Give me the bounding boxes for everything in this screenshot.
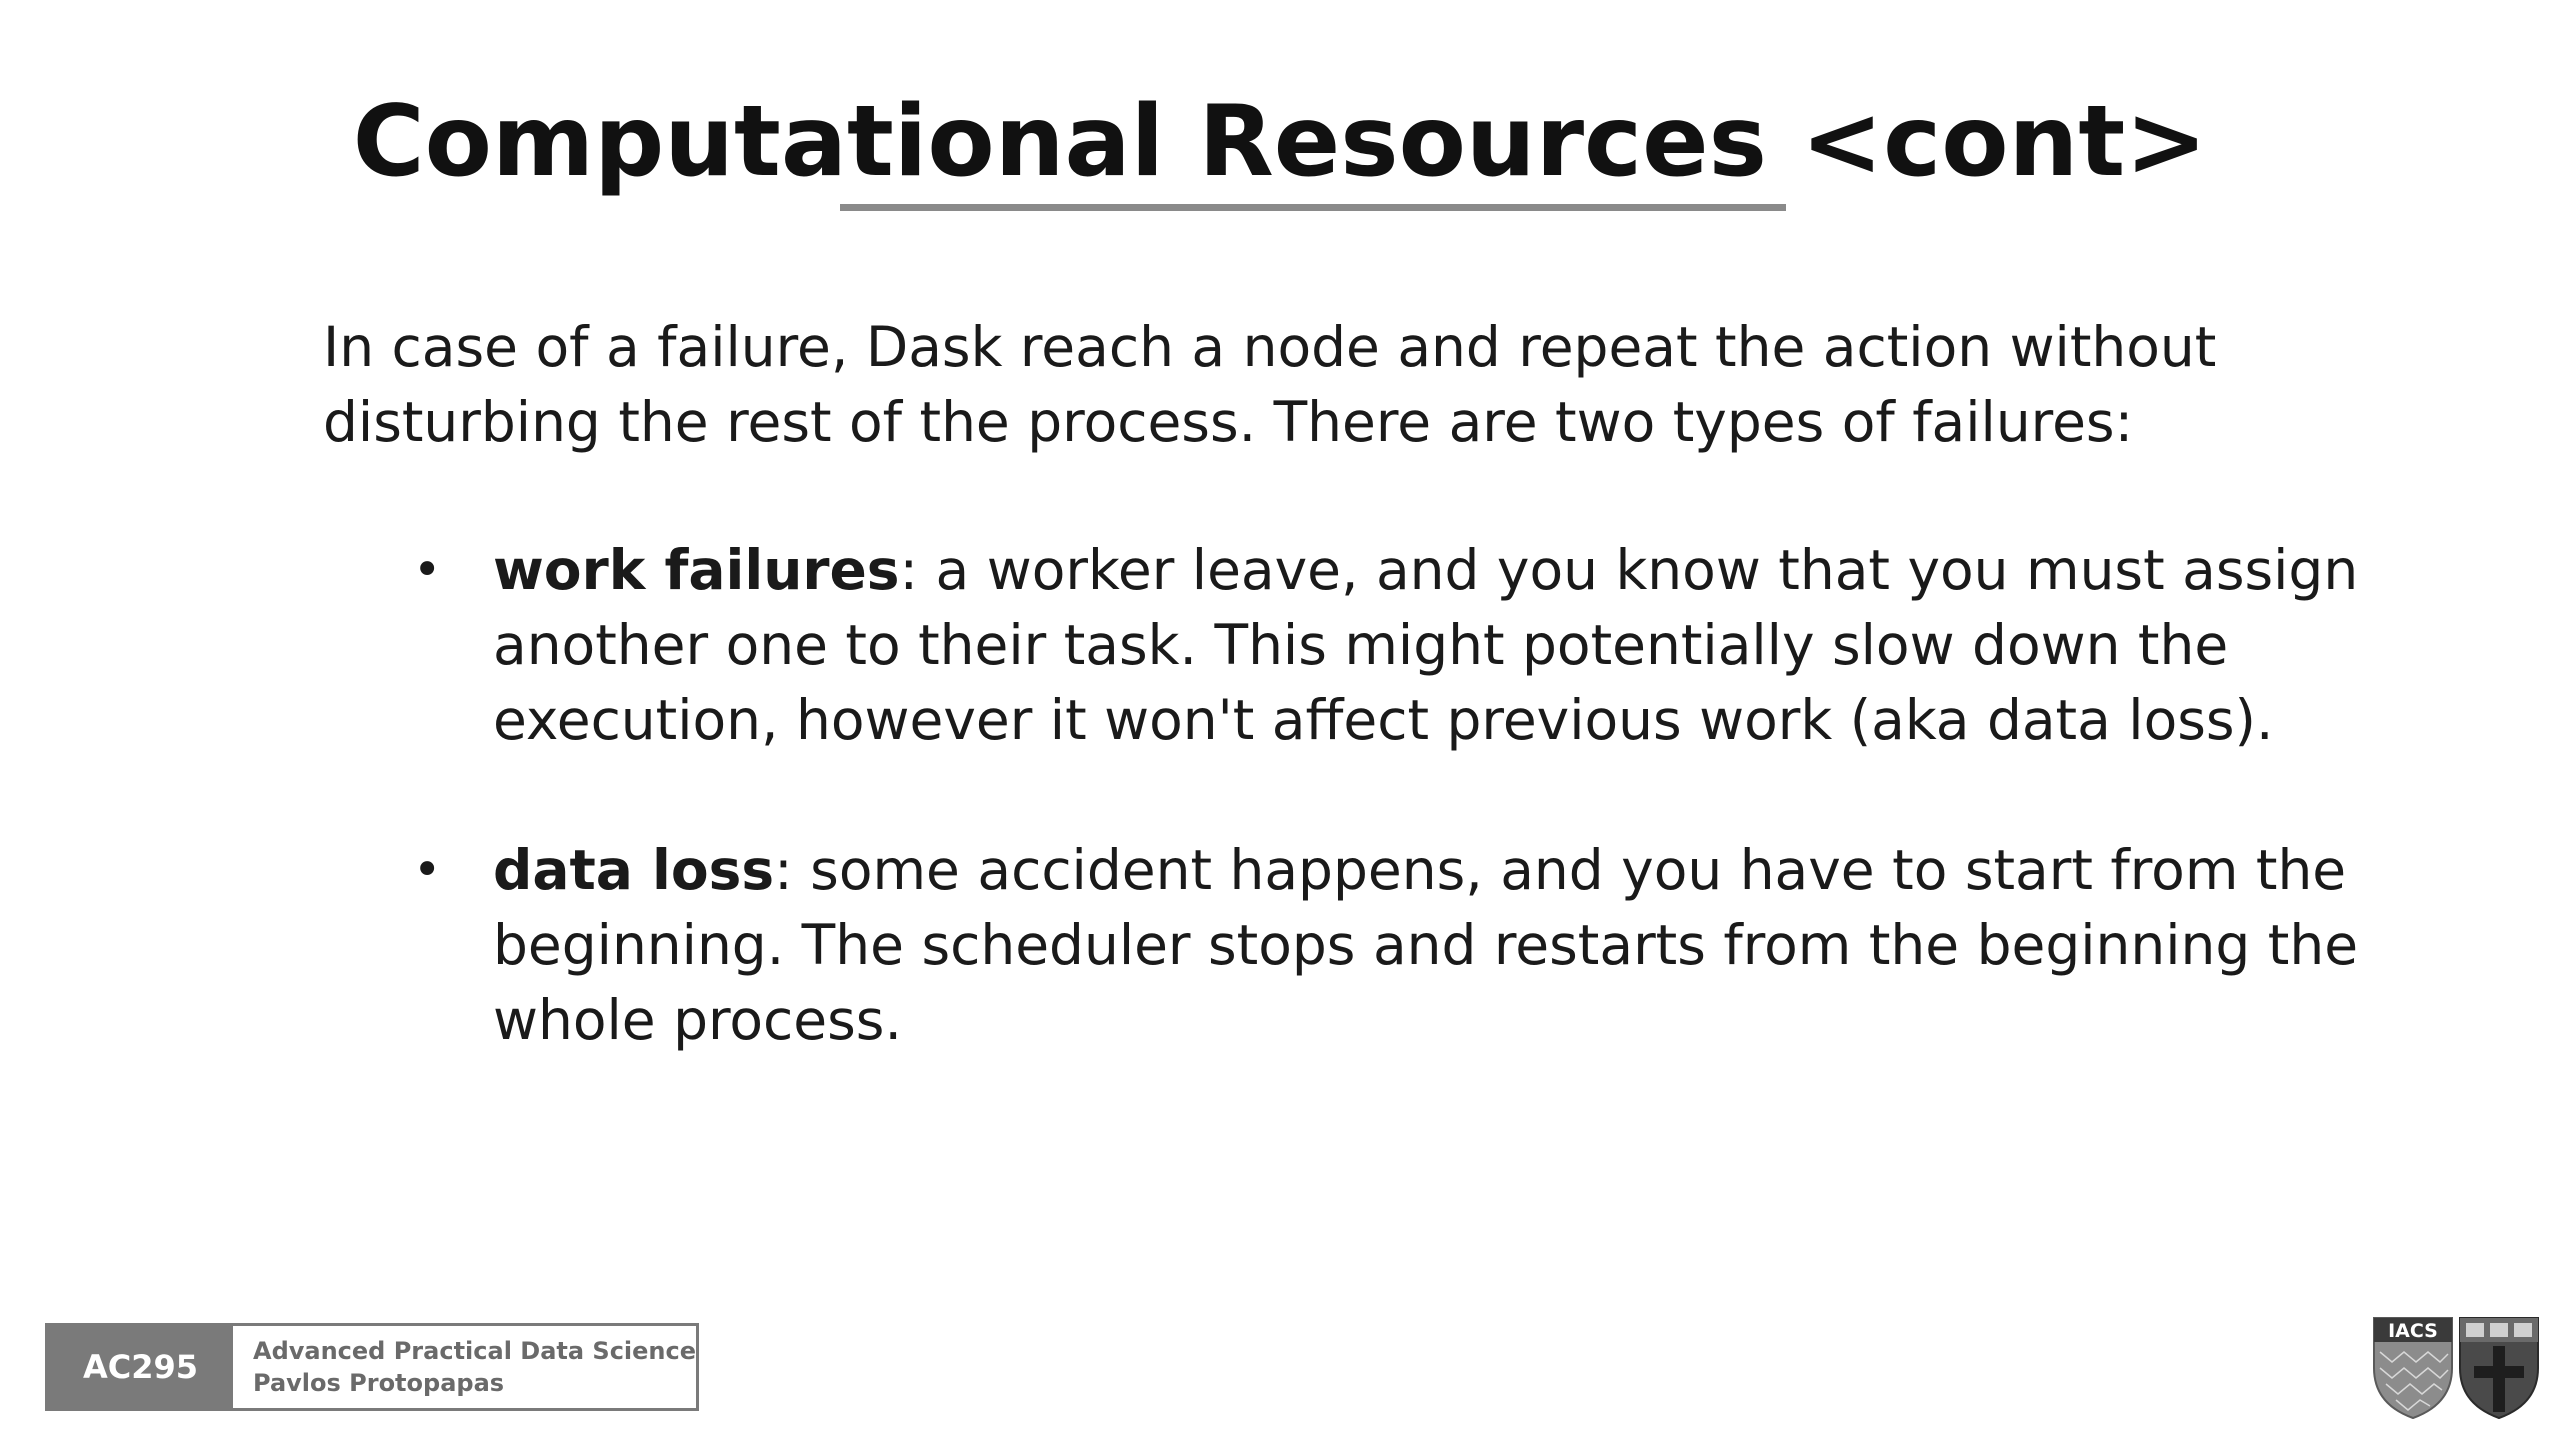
bullet-icon: • (413, 842, 442, 898)
logo-label: IACS (2388, 1320, 2438, 1342)
bullet-term: data loss (493, 838, 775, 902)
bullet-text: : some accident happens, and you have to start from the beginning. The scheduler stops and restarts from the beginning the whole process. (493, 838, 2359, 1052)
course-badge (45, 1323, 699, 1411)
bullet-list (413, 533, 2413, 1133)
iacs-shield-icon (2370, 1316, 2542, 1420)
logos (2370, 1316, 2542, 1420)
slide-title: Computational Resources <cont> (352, 85, 2208, 199)
course-code: AC295 (48, 1326, 233, 1408)
intro-paragraph: In case of a failure, Dask reach a node and repeat the action without disturbing the rest of the process. There are two types of failures: (323, 315, 2217, 454)
bullet-text: : a worker leave, and you know that you must assign another one to their task. This might potentially slow down the execution, however it won't affect previous work (aka data loss). (493, 538, 2359, 752)
bullet-icon: • (413, 542, 442, 598)
course-name: Advanced Practical Data Science (253, 1337, 697, 1365)
bullet-item-data-loss (413, 833, 2413, 1058)
instructor-name: Pavlos Protopapas (253, 1369, 505, 1397)
bullet-term: work failures (493, 538, 900, 602)
course-info (233, 1326, 696, 1408)
bullet-item-work-failures (413, 533, 2413, 758)
title-underline (840, 204, 1786, 211)
